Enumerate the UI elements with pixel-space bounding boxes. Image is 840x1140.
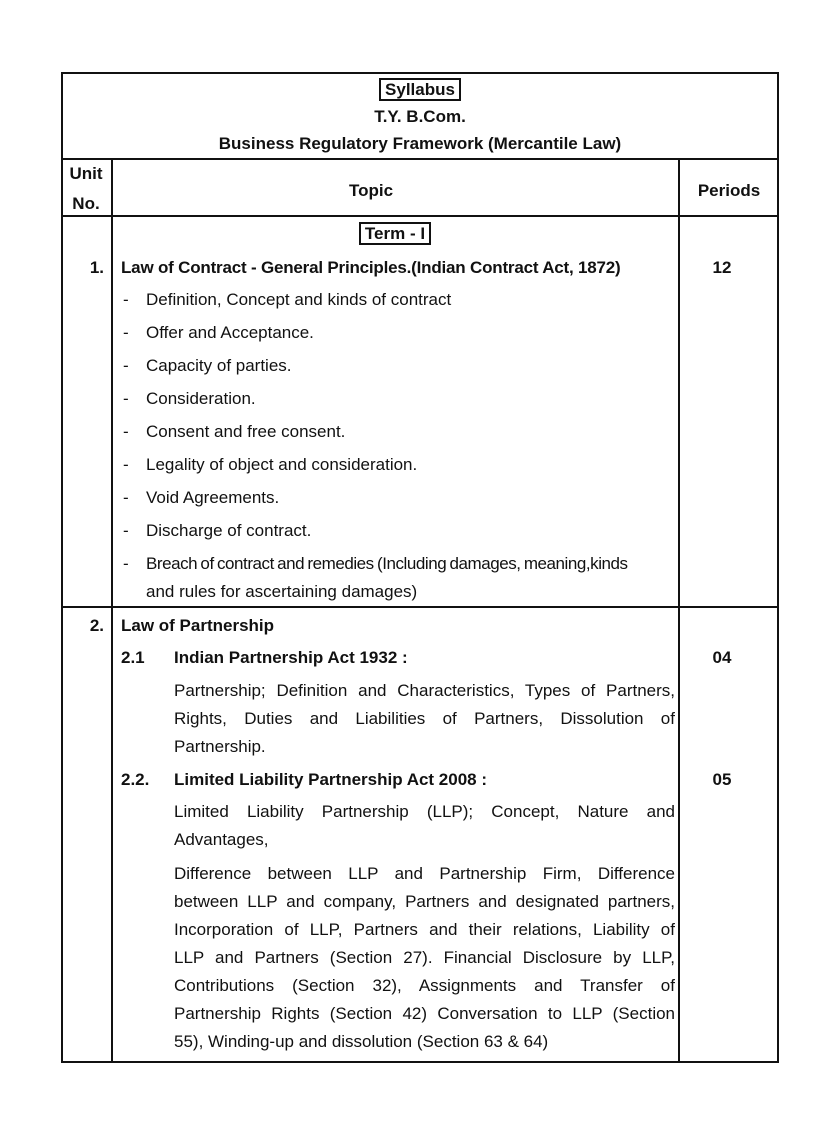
unit1-item: Capacity of parties. [146, 356, 292, 375]
unit1-item: Legality of object and consideration. [146, 455, 418, 474]
sub2-line: LLP and Partners (Section 27). Financial Disclosure by LLP, [174, 948, 675, 967]
topic-header: Topic [348, 181, 394, 200]
unit2-number: 2. [89, 616, 104, 635]
unit1-item: Breach of contract and remedies (Including damages, meaning,kinds [146, 554, 628, 573]
unit1-bullet: - [123, 521, 129, 540]
unit1-bullet: - [123, 389, 129, 408]
unit1-item: Consent and free consent. [146, 422, 346, 441]
subject-title: Business Regulatory Framework (Mercantile Law) [218, 134, 622, 153]
unit1-item: Void Agreements. [146, 488, 280, 507]
sub1-line: Partnership; Definition and Characteristics, Types of Partners, [174, 681, 675, 700]
unit1-title: Law of Contract - General Principles.(Indian Contract Act, 1872) [121, 258, 621, 277]
unit1-bullet: - [123, 422, 129, 441]
column-header-divider [61, 215, 779, 217]
sub2-number: 2.2. [121, 770, 150, 789]
unit2-title: Law of Partnership [121, 616, 275, 635]
sub2-line: Partnership Rights (Section 42) Conversation to LLP (Section [174, 1004, 675, 1023]
unit1-bullet: - [123, 455, 129, 474]
unit1-number: 1. [89, 258, 104, 277]
sub1-line: Rights, Duties and Liabilities of Partners, Dissolution of [174, 709, 675, 728]
sub2-line: 55), Winding-up and dissolution (Section 63 & 64) [174, 1032, 549, 1051]
course-title: T.Y. B.Com. [374, 107, 466, 126]
unit1-item: Offer and Acceptance. [146, 323, 314, 342]
header-divider [61, 158, 779, 160]
sub2-line: Limited Liability Partnership (LLP); Concept, Nature and [174, 802, 675, 821]
sub2-periods: 05 [712, 770, 732, 789]
term-label: Term - I [359, 222, 431, 245]
unit1-item: Discharge of contract. [146, 521, 312, 540]
unit1-bullet: - [123, 554, 129, 573]
sub2-line: Difference between LLP and Partnership Firm, Difference [174, 864, 675, 883]
sub2-line: Contributions (Section 32), Assignments and Transfer of [174, 976, 675, 995]
unit1-bullet: - [123, 488, 129, 507]
syllabus-label: Syllabus [379, 78, 461, 101]
periods-header: Periods [697, 181, 761, 200]
unit1-periods: 12 [712, 258, 732, 277]
sub2-line: between LLP and company, Partners and designated partners, [174, 892, 675, 911]
unit1-bullet: - [123, 356, 129, 375]
unit1-bullet: - [123, 290, 129, 309]
sub1-title: Indian Partnership Act 1932 : [174, 648, 408, 667]
unit1-item: Definition, Concept and kinds of contract [146, 290, 452, 309]
sub1-periods: 04 [712, 648, 732, 667]
sub2-line: Incorporation of LLP, Partners and their relations, Liability of [174, 920, 675, 939]
sub2-title: Limited Liability Partnership Act 2008 : [174, 770, 488, 789]
unit-column-divider [111, 158, 113, 1063]
sub1-number: 2.1 [121, 648, 145, 667]
sub1-line: Partnership. [174, 737, 266, 756]
unit-divider [61, 606, 779, 608]
unit-header-line1: Unit [69, 164, 103, 183]
unit1-item: and rules for ascertaining damages) [146, 582, 418, 601]
unit-header-line2: No. [72, 194, 100, 213]
unit1-item: Consideration. [146, 389, 256, 408]
sub2-line: Advantages, [174, 830, 269, 849]
unit1-bullet: - [123, 323, 129, 342]
periods-column-divider [678, 158, 680, 1063]
